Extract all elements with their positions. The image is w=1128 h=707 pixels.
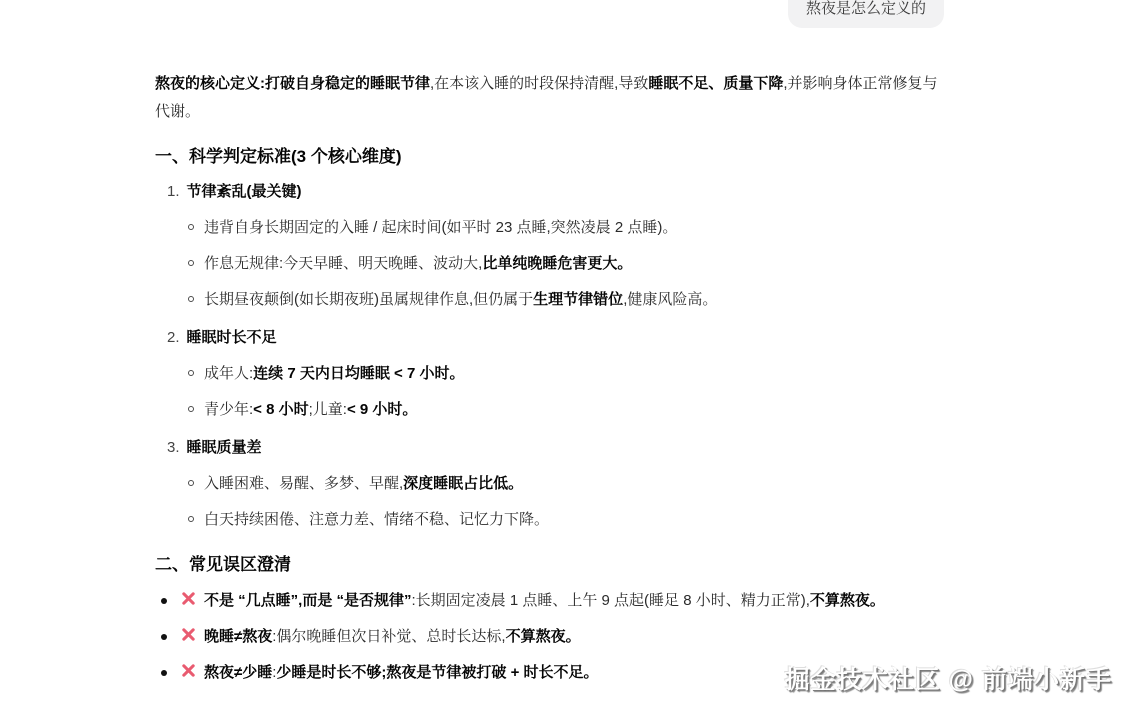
circle-bullet-icon xyxy=(188,260,194,266)
sub-list-item xyxy=(187,214,947,242)
list-title-text: 睡眠时长不足 xyxy=(186,329,277,346)
list-number: 2. xyxy=(167,329,180,346)
sub-item-text: 成年人:连续 7 天内日均睡眠 < 7 小时。 xyxy=(204,365,465,382)
misconception-text: 熬夜≠少睡:少睡是时长不够;熬夜是节律被打破 + 时长不足。 xyxy=(204,664,599,681)
list-number: 1. xyxy=(167,183,180,200)
sub-list-item xyxy=(187,396,947,424)
user-message-bubble xyxy=(788,0,944,28)
circle-bullet-icon xyxy=(188,224,194,230)
circle-bullet-icon xyxy=(188,296,194,302)
sub-item-text: 长期昼夜颠倒(如长期夜班)虽属规律作息,但仍属于生理节律错位,健康风险高。 xyxy=(204,291,718,308)
misconception-text: 不是 “几点睡”,而是 “是否规律”:长期固定凌晨 1 点睡、上午 9 点起(睡足 8 小时、精力正常),不算熬夜。 xyxy=(204,592,885,609)
cross-mark-icon xyxy=(180,626,197,643)
list-item xyxy=(155,620,947,654)
circle-bullet-icon xyxy=(188,370,194,376)
sub-item-text: 青少年:< 8 小时;儿童:< 9 小时。 xyxy=(204,401,418,418)
circle-bullet-icon xyxy=(188,480,194,486)
sub-list-item xyxy=(187,470,947,498)
list-item xyxy=(155,324,947,424)
sub-list-item xyxy=(187,360,947,388)
list-item xyxy=(155,584,947,618)
misconception-text: 晚睡≠熬夜:偶尔晚睡但次日补觉、总时长达标,不算熬夜。 xyxy=(204,628,581,645)
list-item-title xyxy=(155,324,947,352)
assistant-response xyxy=(155,70,947,692)
list-item-title xyxy=(155,178,947,206)
sub-item-text: 违背自身长期固定的入睡 / 起床时间(如平时 23 点睡,突然凌晨 2 点睡)。 xyxy=(204,219,678,236)
circle-bullet-icon xyxy=(188,406,194,412)
disc-bullet-icon xyxy=(161,670,167,676)
sub-list-item xyxy=(187,506,947,534)
section-heading-criteria: 一、科学判定标准(3 个核心维度) xyxy=(155,147,402,166)
sub-item-text: 作息无规律:今天早睡、明天晚睡、波动大,比单纯晚睡危害更大。 xyxy=(204,255,633,272)
sub-item-text: 入睡困难、易醒、多梦、早醒,深度睡眠占比低。 xyxy=(204,475,524,492)
sub-list-item xyxy=(187,250,947,278)
cross-mark-icon xyxy=(180,590,197,607)
sub-list-item xyxy=(187,286,947,314)
list-item xyxy=(155,434,947,534)
user-message-text: 熬夜是怎么定义的 xyxy=(805,0,926,17)
criteria-list xyxy=(155,178,947,534)
list-item xyxy=(155,178,947,314)
disc-bullet-icon xyxy=(161,598,167,604)
disc-bullet-icon xyxy=(161,634,167,640)
intro-paragraph: 熬夜的核心定义:打破自身稳定的睡眠节律,在本该入睡的时段保持清醒,导致睡眠不足、质量下降,并影响身体正常修复与代谢。 xyxy=(155,75,938,120)
list-item-title xyxy=(155,434,947,462)
list-title-text: 节律紊乱(最关键) xyxy=(186,183,302,200)
watermark: 掘金技术社区 @ 前端小新手 xyxy=(784,666,1112,694)
sub-item-text: 白天持续困倦、注意力差、情绪不稳、记忆力下降。 xyxy=(204,511,550,528)
section-heading-misconceptions: 二、常见误区澄清 xyxy=(155,555,291,574)
list-title-text: 睡眠质量差 xyxy=(186,439,262,456)
list-number: 3. xyxy=(167,439,180,456)
circle-bullet-icon xyxy=(188,516,194,522)
cross-mark-icon xyxy=(180,662,197,679)
